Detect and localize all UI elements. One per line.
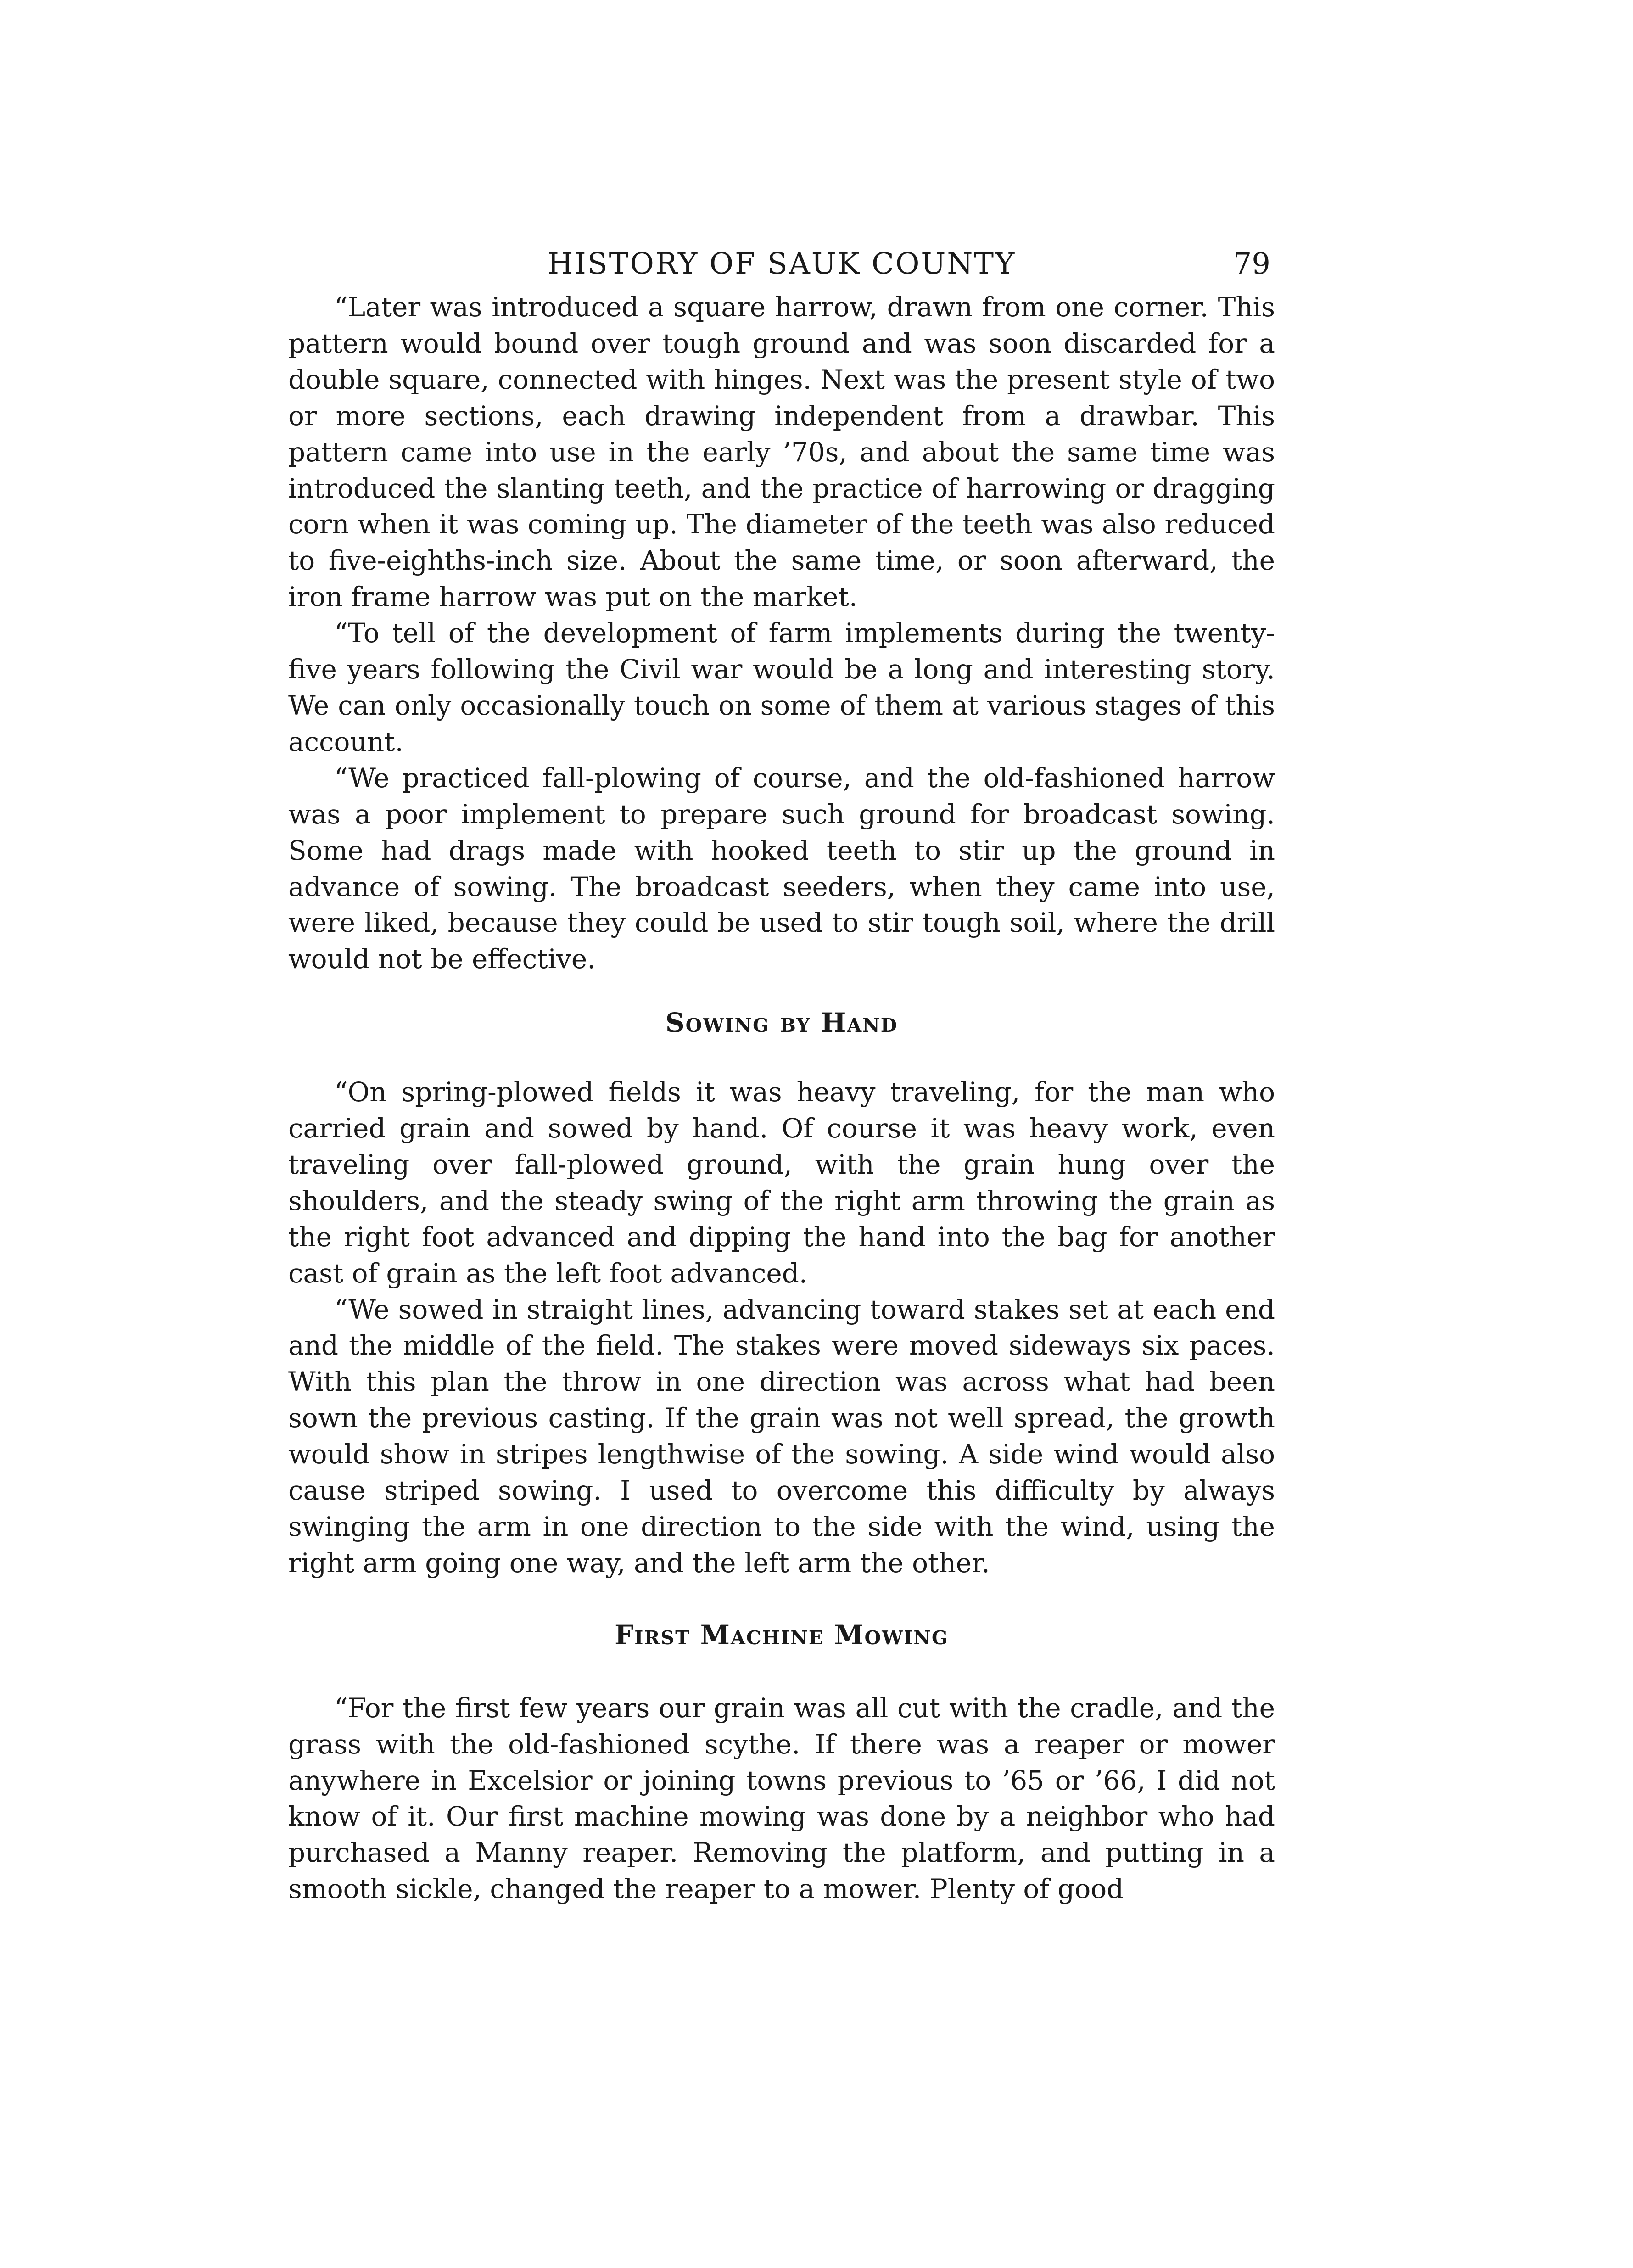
page-text-block	[288, 239, 1275, 1907]
paragraph-fall-plowing: “We practiced fall-plowing of course, and the old-fashioned harrow was a poor implement to prepare such ground for broadcast sowing. Some had drags made with hooked teeth to stir up the ground in advance of sowing. The broadcast seeders, when they came into use, were liked, because they could be used to stir tough soil, where the drill would not be effective.	[288, 762, 1275, 975]
paragraph-implements: “To tell of the development of farm implements during the twenty-five years following the Civil war would be a long and interesting story. We can only occasionally touch on some of them at various stages of this account.	[288, 617, 1275, 757]
paragraph-harrow: “Later was introduced a square harrow, drawn from one corner. This pattern would bound over tough ground and was soon discarded for a double square, connected with hinges. Next was the present style of two or more sections, each drawing independent from a drawbar. This pattern came into use in the early ’70s, and about the same time was introduced the slanting teeth, and the practice of harrowing or dragging corn when it was coming up. The diameter of the teeth was also reduced to five-eighths-inch size. About the same time, or soon afterward, the iron frame harrow was put on the market.	[288, 291, 1275, 613]
section-heading-sowing-by-hand: Sowing by Hand	[665, 1007, 898, 1039]
running-head	[288, 239, 1275, 289]
paragraph-straight-lines: “We sowed in straight lines, advancing toward stakes set at each end and the middle of the field. The stakes were moved sideways six paces. With this plan the throw in one direction was across what had been sown the previous casting. If the grain was not well spread, the growth would show in stripes lengthwise of the sowing. A side wind would also cause striped sowing. I used to overcome this difficulty by always swinging the arm in one direction to the side with the wind, using the right arm going one way, and the left arm the other.	[288, 1294, 1275, 1579]
page-number: 79	[1233, 247, 1270, 281]
paragraph-cradle-scythe: “For the first few years our grain was all cut with the cradle, and the grass with the old-fashioned scythe. If there was a reaper or mower anywhere in Excelsior or joining towns previous to ’65 or ’66, I did not know of it. Our first machine mowing was done by a neighbor who had purchased a Manny reaper. Removing the platform, and putting in a smooth sickle, changed the reaper to a mower. Plenty of good	[288, 1692, 1275, 1905]
running-title: HISTORY OF SAUK COUNTY	[547, 247, 1016, 281]
paragraph-spring-plowed: “On spring-plowed fields it was heavy traveling, for the man who carried grain and sowed by hand. Of course it was heavy work, even traveling over fall-plowed ground, with the grain hung over the shoulders, and the steady swing of the right arm throwing the grain as the right foot advanced and dipping the hand into the bag for another cast of grain as the left foot advanced.	[288, 1076, 1275, 1289]
section-heading-first-machine-mowing: First Machine Mowing	[615, 1619, 949, 1651]
